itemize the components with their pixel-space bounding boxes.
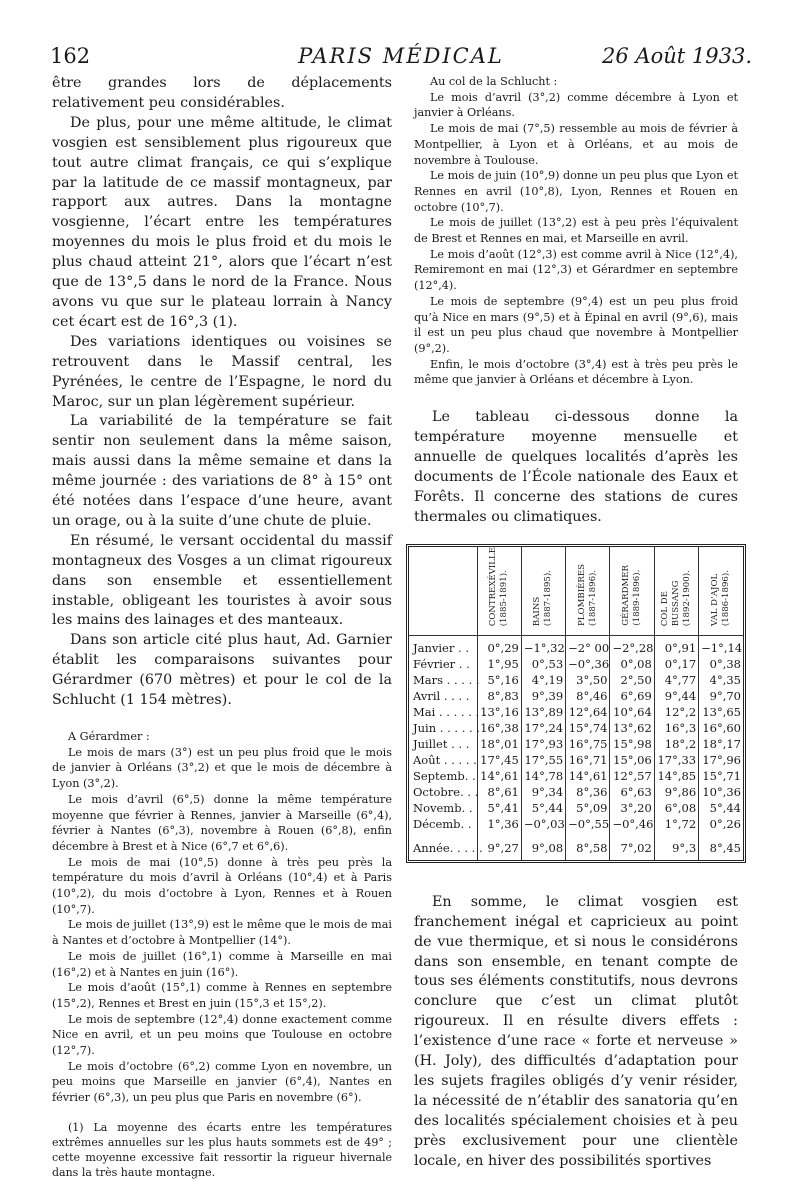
value-cell: 16°,60 [699,720,743,736]
month-cell: Novemb. . [413,800,473,815]
value-cell: 5°,44 [521,800,565,816]
table-header-row [409,547,743,636]
value-cell: 10°,36 [699,784,743,800]
comparison-item: Le mois de mai (7°,5) ressemble au mois de février à Montpellier, à Lyon et à Orléans, et au mois de novembre à Toulouse. [414,122,738,167]
value-cell: 8°,61 [477,784,521,800]
schlucht-heading: Au col de la Schlucht : [430,75,558,88]
page-header [50,44,752,72]
value-cell: −0°,55 [566,816,610,832]
column-header: BAINS (1887-1895). [521,547,565,636]
value-cell: 14°,61 [477,768,521,784]
value-cell: 4°,35 [699,672,743,688]
paragraph: être grandes lors de déplacements relativement peu considérables. [52,75,392,111]
value-cell: 9°,39 [521,688,565,704]
value-cell: 6°,08 [654,800,698,816]
value-cell: −1°,32 [521,635,565,656]
comparison-item: Le mois de juillet (16°,1) comme à Marseille en mai (16°,2) et à Nantes en juin (16°). [52,949,392,979]
value-cell: 18°,01 [477,736,521,752]
value-cell: 15°,71 [699,768,743,784]
month-cell: Avril . . . . [413,688,470,703]
value-cell: 15°,06 [610,752,654,768]
value-cell: 3°,50 [566,672,610,688]
value-cell: 2°,50 [610,672,654,688]
value-cell: 14°,78 [521,768,565,784]
value-cell: −0°,46 [610,816,654,832]
value-cell: 4°,77 [654,672,698,688]
comparison-item: Le mois de juillet (13°,2) est à peu près l’équivalent de Brest et Rennes en mai, et Marseille en avril. [414,216,738,246]
value-cell: 13°,62 [610,720,654,736]
value-cell: 8°,46 [566,688,610,704]
value-cell: 13°,89 [521,704,565,720]
issue-date: 26 Août 1933. [602,44,752,68]
table-row [409,704,743,720]
value-cell: 5°,09 [566,800,610,816]
value-cell: 17°,55 [521,752,565,768]
table-row [409,736,743,752]
value-cell: 6°,63 [610,784,654,800]
gerardmer-heading: A Gérardmer : [68,730,150,743]
table-row [409,720,743,736]
comparison-item: Le mois de septembre (9°,4) est un peu plus froid qu’à Nice en mars (9°,5) et à Épinal en avril (9°,6), mais il est un peu plus chaud que novembre à Montpellier (9°,2). [414,294,738,355]
value-cell: 1°,95 [477,656,521,672]
paragraph: En résumé, le versant occidental du massif montagneux des Vosges a un climat rigoureux dans son ensemble et essentiellement instable, obligeant les touristes à avoir sous les mains des lainages et des manteaux. [52,532,392,629]
value-cell: 12°,64 [566,704,610,720]
month-cell: Décemb. . [413,816,472,831]
value-cell: 9°,34 [521,784,565,800]
value-cell: 0°,17 [654,656,698,672]
journal-title: PARIS MÉDICAL [298,44,504,68]
value-cell: 16°,3 [654,720,698,736]
column-header: CONTREXÉVILLE (1885-1891). [477,547,521,636]
table-row [409,635,743,656]
comparison-item: Le mois de mai (10°,5) donne à très peu près la température du mois d’avril à Orléans (10°,4) et à Paris (10°,2), du mois d’octobre à Lyon, Rennes et à Rouen (10°,7). [52,855,392,916]
value-cell: 8°,45 [699,832,743,860]
paragraph: Dans son article cité plus haut, Ad. Garnier établit les comparaisons suivantes pour Gérardmer (670 mètres) et pour le col de la Schlucht (1 154 mètres). [52,632,392,709]
value-cell: 0°,91 [654,635,698,656]
value-cell: 1°,72 [654,816,698,832]
table-row [409,768,743,784]
value-cell: 14°,61 [566,768,610,784]
value-cell: 6°,69 [610,688,654,704]
value-cell: 16°,38 [477,720,521,736]
comparison-item: Le mois d’avril (6°,5) donne la même température moyenne que février à Rennes, janvier à Marseille (6°,4), février à Nantes (6°,3), novembre à Rouen (6°,8), enfin décembre à Brest et à Nice (6°,7 et 6°,6). [52,792,392,853]
value-cell: 8°,36 [566,784,610,800]
value-cell: 18°,2 [654,736,698,752]
value-cell: −2° 00 [566,635,610,656]
conclusion-paragraph: En somme, le climat vosgien est franchement inégal et capricieux au point de vue thermique, et si nous le considérons dans son ensemble, en tenant compte de tous ses éléments constitutifs, nous devrons conclure que c’est un climat plutôt rigoureux. Il en résulte divers effets : l’existence d’une race « forte et nerveuse » (H. Joly), des difficultés d’adaptation pour les sujets fragiles obligés d’y venir résider, la nécessité de n’établir des sanatoria qu’en des localités spécialement choisies et à peu près exclusivement pour une clientèle locale, en hiver des possibilités sportives [414,893,738,1169]
value-cell: 0°,08 [610,656,654,672]
month-cell: Juin . . . . . . [413,720,480,735]
value-cell: 13°,16 [477,704,521,720]
value-cell: −2°,28 [610,635,654,656]
table-row [409,656,743,672]
value-cell: 15°,98 [610,736,654,752]
value-cell: 8°,83 [477,688,521,704]
comparison-item: Le mois de septembre (12°,4) donne exactement comme Nice en avril, et un peu moins que Toulouse en octobre (12°,7). [52,1012,392,1058]
paragraph: De plus, pour une même altitude, le climat vosgien est sensiblement plus rigoureux que tout autre climat français, ce qui s’explique par la latitude de ce massif montagneux, par rapport aux autres. Dans la montagne vosgienne, l’écart entre les températures moyennes du mois le plus froid et du mois le plus chaud atteint 21°, alors que l’écart n’est que de 13°,5 dans le nord de la France. Nous avons vu que sur le plateau lorrain à Nancy cet écart est de 16°,3 (1). [52,114,392,330]
month-cell: Janvier . . [413,640,469,655]
month-cell: Année. . . . . [413,840,483,855]
value-cell: 1°,36 [477,816,521,832]
table-row [409,816,743,832]
value-cell: 17°,33 [654,752,698,768]
table-total-row [409,832,743,860]
value-cell: 15°,74 [566,720,610,736]
month-cell: Juillet . . . [413,736,470,751]
column-header: PLOMBIÈRES (1887-1896). [566,547,610,636]
comparison-item: Le mois d’août (15°,1) comme à Rennes en septembre (15°,2), Rennes et Brest en juin (15°,3 et 15°,2). [52,981,392,1010]
value-cell: 5°,44 [699,800,743,816]
value-cell: 17°,45 [477,752,521,768]
comparison-item: Le mois d’octobre (6°,2) comme Lyon en novembre, un peu moins que Marseille en janvier (6°,4), Nantes en février (6°,3), un peu plus que Paris en novembre (6°). [52,1059,392,1105]
value-cell: 12°,2 [654,704,698,720]
paragraph: Des variations identiques ou voisines se retrouvent dans le Massif central, les Pyrénées, le centre de l’Espagne, le nord du Maroc, sur un plan légèrement supérieur. [52,333,392,410]
value-cell: 14°,85 [654,768,698,784]
value-cell: 17°,96 [699,752,743,768]
value-cell: −0°,03 [521,816,565,832]
table-row [409,672,743,688]
value-cell: 5°,41 [477,800,521,816]
value-cell: 0°,29 [477,635,521,656]
comparison-item: Enfin, le mois d’octobre (3°,4) est à très peu près le même que janvier à Orléans et décembre à Lyon. [414,357,738,387]
column-header: VAL D’AJOL (1886-1896). [699,547,743,636]
comparison-item: Le mois d’août (12°,3) est comme avril à Nice (12°,4), Remiremont en mai (12°,3) et Gérardmer en septembre (12°,4). [414,247,738,293]
footnote: (1) La moyenne des écarts entre les températures extrêmes annuelles sur les plus hauts sommets est de 49° ; cette moyenne excessive fait ressortir la rigueur hivernale dans la très haute montagne. [52,1120,392,1179]
value-cell: 7°,02 [610,832,654,860]
value-cell: 0°,53 [521,656,565,672]
value-cell: 8°,58 [566,832,610,860]
comparison-item: Le mois de juillet (13°,9) est le même que le mois de mai à Nantes et d’octobre à Montpellier (14°). [52,918,392,948]
table-intro: Le tableau ci-dessous donne la température moyenne mensuelle et annuelle de quelques localités d’après les documents de l’École nationale des Eaux et Forêts. Il concerne des stations de cures thermales ou climatiques. [414,409,738,525]
value-cell: 0°,26 [699,816,743,832]
paragraph: La variabilité de la température se fait sentir non seulement dans la même saison, mais aussi dans la même semaine et dans la même journée : des variations de 8° à 15° ont été notées dans l’espace d’une heure, avant un orage, ou à la suite d’une chute de pluie. [52,413,392,529]
value-cell: 9°,70 [699,688,743,704]
value-cell: 3°,20 [610,800,654,816]
value-cell: 17°,93 [521,736,565,752]
left-column [52,74,392,1180]
value-cell: 5°,16 [477,672,521,688]
table-row [409,752,743,768]
value-cell: 12°,57 [610,768,654,784]
value-cell: −1°,14 [699,635,743,656]
month-cell: Septemb. . [413,768,476,783]
month-cell: Octobre. . . [413,784,479,799]
value-cell: 16°,71 [566,752,610,768]
month-cell: Mai . . . . . . . [413,704,487,719]
value-cell: 13°,65 [699,704,743,720]
value-cell: 4°,19 [521,672,565,688]
comparison-item: Le mois de juin (10°,9) donne un peu plus que Lyon et Rennes en avril (10°,8), Lyon, Rennes et Rouen en octobre (10°,7). [414,169,738,214]
value-cell: 9°,08 [521,832,565,860]
value-cell: 18°,17 [699,736,743,752]
value-cell: 17°,24 [521,720,565,736]
temperature-table [406,544,746,863]
month-cell: Août . . . . . [413,752,477,767]
page-number: 162 [50,44,91,68]
table-row [409,800,743,816]
column-header: GÉRARDMER (1889-1896). [610,547,654,636]
value-cell: 9°,3 [654,832,698,860]
value-cell: −0°,36 [566,656,610,672]
value-cell: 9°,86 [654,784,698,800]
value-cell: 10°,64 [610,704,654,720]
corner-cell [409,547,477,636]
month-cell: Février . . [413,656,470,671]
right-column [413,74,743,1171]
column-header: COL DE BUSSANG (1892-1900). [654,547,698,636]
value-cell: 9°,44 [654,688,698,704]
value-cell: 9°,27 [477,832,521,860]
comparison-item: Le mois d’avril (3°,2) comme décembre à Lyon et janvier à Orléans. [414,90,738,120]
table-row [409,688,743,704]
month-cell: Mars . . . . . [413,672,480,687]
table-row [409,784,743,800]
value-cell: 16°,75 [566,736,610,752]
comparison-item: Le mois de mars (3°) est un peu plus froid que le mois de janvier à Orléans (3°,2) et que le mois de décembre à Lyon (3°,2). [52,745,392,791]
value-cell: 0°,38 [699,656,743,672]
